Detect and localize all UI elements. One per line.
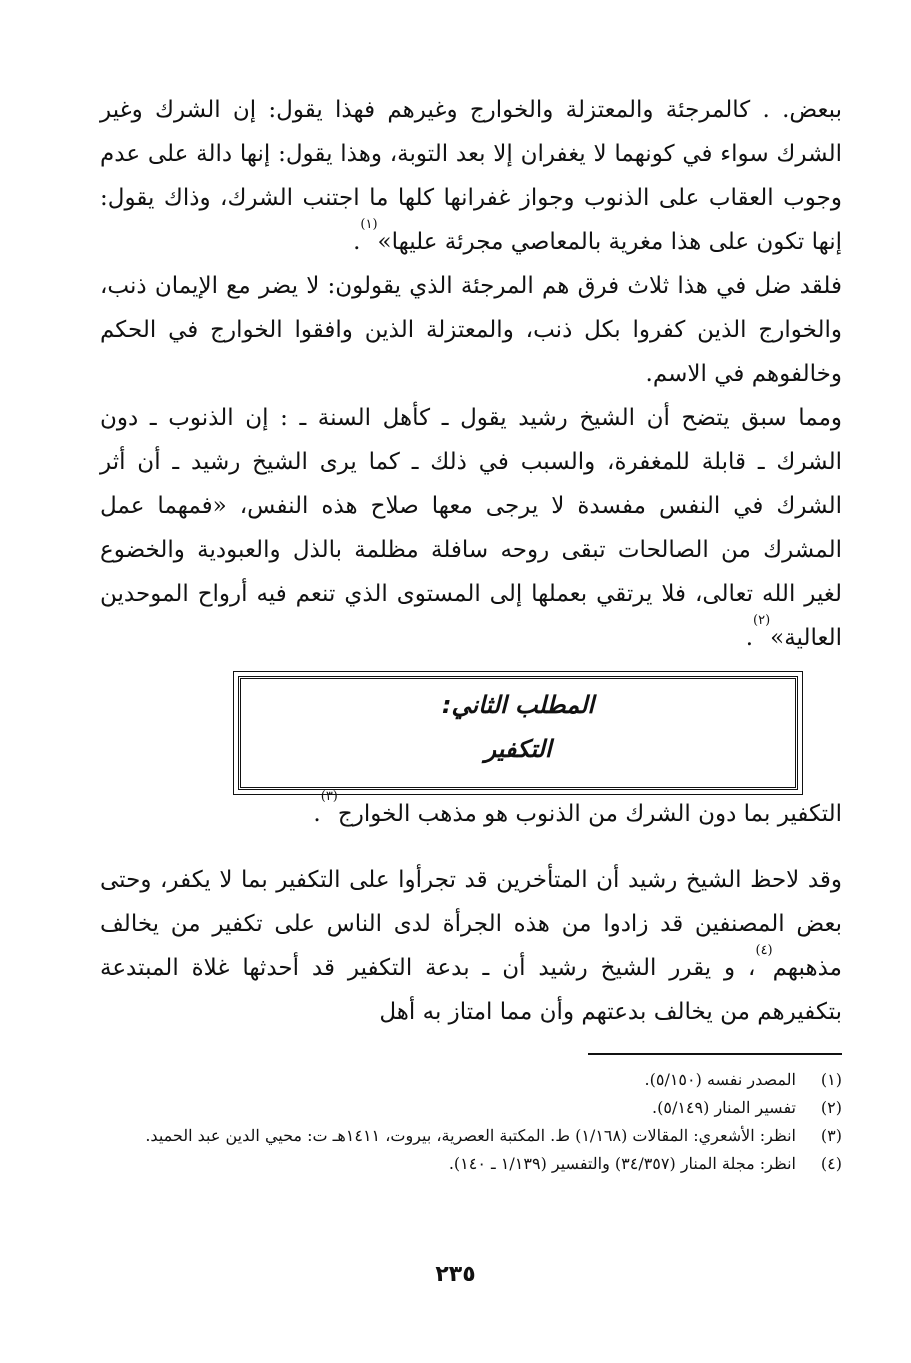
- footnote-item: [100, 1150, 842, 1178]
- paragraph-3-end: .: [745, 625, 753, 651]
- footnote-number: (١): [820, 1070, 842, 1089]
- section-heading-title: التكفير: [484, 735, 552, 763]
- footnote-number: (٢): [820, 1098, 842, 1117]
- paragraph-5-text: وقد لاحظ الشيخ رشيد أن المتأخرين قد تجرأوا على التكفير بما لا يكفر، وحتى بعض المصنفين قد زادوا من هذه الجرأة لدى الناس على تكفير من يخالف مذهبهم: [100, 867, 842, 981]
- paragraph-4: [100, 789, 842, 836]
- paragraph-1-text: ببعض. . كالمرجئة والمعتزلة والخوارج وغيرهم فهذا يقول: إن الشرك وغير الشرك سواء في كونهما لا يغفران إلا بعد التوبة، وهذا يقول: إنها دالة على عدم وجوب العقاب على الذنوب وجواز غفرانها كلها ما اجتنب الشرك، وذاك يقول: إنها تكون على هذا مغرية بالمعاصي مجرئة عليها»: [100, 97, 842, 255]
- paragraph-4-text: التكفير بما دون الشرك من الذنوب هو مذهب الخوارج: [337, 801, 842, 827]
- footnote-text: انظر: الأشعري: المقالات (١/١٦٨) ط. المكتبة العصرية، بيروت، ١٤١١هـ ت: محيي الدين عبد الحميد.: [145, 1126, 796, 1145]
- paragraph-5: [100, 858, 842, 1034]
- footnote-item: [100, 1066, 842, 1094]
- footnote-ref-3: (٣): [320, 789, 338, 804]
- footnote-item: [100, 1122, 842, 1150]
- footnote-text: تفسير المنار (٥/١٤٩).: [652, 1098, 796, 1117]
- page-number: ٢٣٥: [435, 1262, 476, 1287]
- section-heading-subtitle: المطلب الثاني:: [441, 691, 595, 719]
- paragraph-2: [100, 264, 842, 396]
- paragraph-2-text: فلقد ضل في هذا ثلاث فرق هم المرجئة الذي يقولون: لا يضر مع الإيمان ذنب، والخوارج الذين كفروا بكل ذنب، والمعتزلة الذين وافقوا الخوارج في الحكم وخالفوهم في الاسم.: [100, 273, 842, 387]
- paragraph-3-text: ومما سبق يتضح أن الشيخ رشيد يقول ـ كأهل السنة ـ : إن الذنوب ـ دون الشرك ـ قابلة للمغفرة، والسبب في ذلك ـ كما يرى الشيخ رشيد ـ أن أثر الشرك في النفس مفسدة لا يرجى معها صلاح هذه النفس، «فمهما عمل المشرك من الصالحات تبقى روحه سافلة مظلمة بالذل والعبودية والخضوع لغير الله تعالى، فلا يرتقي بعملها إلى المستوى الذي تنعم فيه أرواح الموحدين العالية»: [100, 405, 842, 651]
- paragraph-5-rest: ، و يقرر الشيخ رشيد أن ـ بدعة التكفير قد أحدثها غلاة المبتدعة بتكفيرهم من يخالف بدعتهم وأن مما امتاز به أهل: [100, 955, 842, 1025]
- footnote-separator: [588, 1053, 842, 1055]
- paragraph-4-end: .: [313, 801, 321, 827]
- footnote-number: (٤): [820, 1154, 842, 1173]
- paragraph-1-end: .: [353, 229, 361, 255]
- footnote-item: [100, 1094, 842, 1122]
- paragraph-1: [100, 88, 842, 264]
- paragraph-3: [100, 396, 842, 660]
- footnote-ref-2: (٢): [753, 613, 771, 628]
- footnotes-list: [100, 1066, 842, 1178]
- footnote-ref-4: (٤): [755, 943, 773, 958]
- footnote-number: (٣): [820, 1126, 842, 1145]
- footnote-ref-1: (١): [360, 217, 378, 232]
- footnote-text: المصدر نفسه (٥/١٥٠).: [644, 1070, 796, 1089]
- footnote-text: انظر: مجلة المنار (٣٤/٣٥٧) والتفسير (١/١٣٩ ـ ١٤٠).: [448, 1154, 796, 1173]
- section-heading-box: [238, 676, 798, 790]
